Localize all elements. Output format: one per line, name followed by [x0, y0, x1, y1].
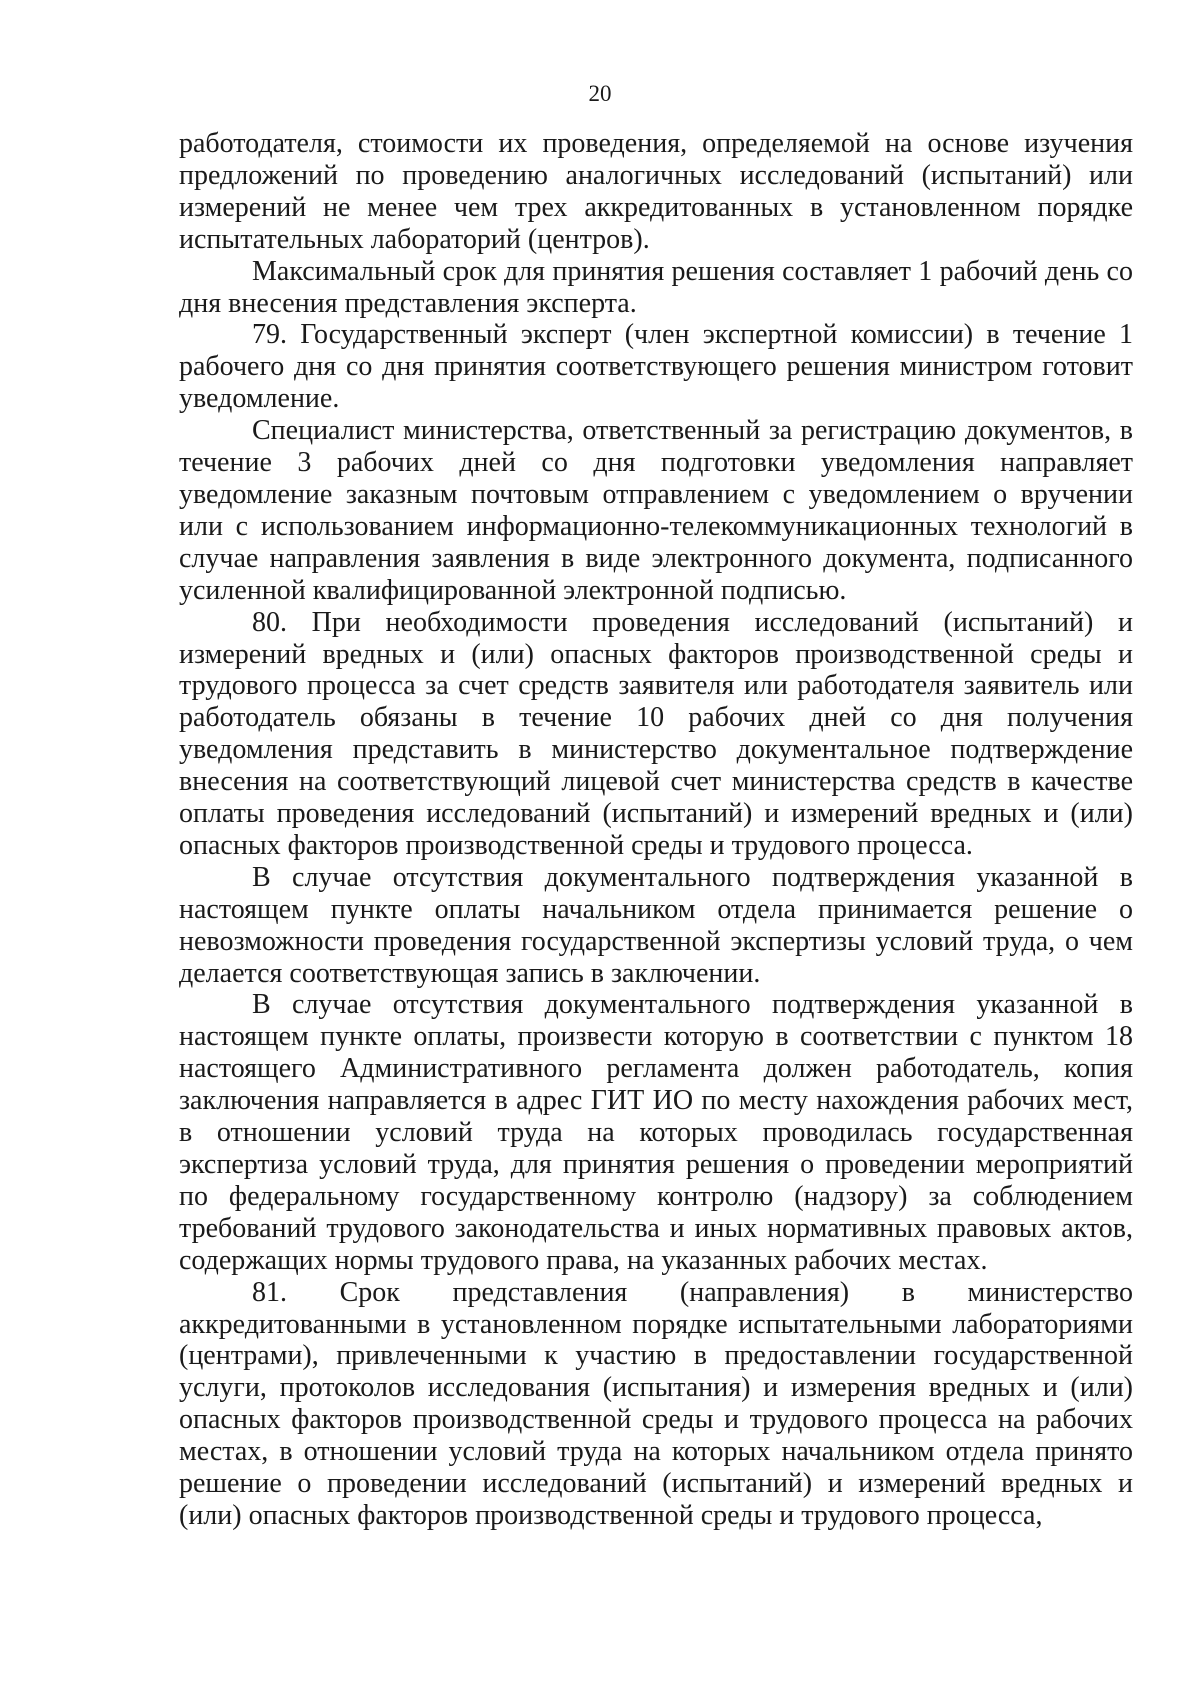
paragraph: В случае отсутствия документального подтверждения указанной в настоящем пункте оплаты, произвести которую в соответствии с пунктом 18 настоящего Административного регламента должен работодатель, копия заключения направляется в адрес ГИТ ИО по месту нахождения рабочих мест, в отношении условий труда на которых проводилась государственная экспертиза условий труда, для принятия решения о проведении мероприятий по федеральному государственному контролю (надзору) за соблюдением требований трудового законодательства и иных нормативных правовых актов, содержащих нормы трудового права, на указанных рабочих местах.: [179, 989, 1133, 1276]
paragraph: Максимальный срок для принятия решения составляет 1 рабочий день со дня внесения представления эксперта.: [179, 255, 1133, 319]
paragraph: работодателя, стоимости их проведения, определяемой на основе изучения предложений по проведению аналогичных исследований (испытаний) или измерений не менее чем трех аккредитованных в установленном порядке испытательных лабораторий (центров).: [179, 128, 1133, 255]
document-body: [179, 128, 1133, 1532]
paragraph-item-80: 80. При необходимости проведения исследований (испытаний) и измерений вредных и (или) опасных факторов производственной среды и трудового процесса за счет средств заявителя или работодателя заявитель или работодатель обязаны в течение 10 рабочих дней со дня получения уведомления представить в министерство документальное подтверждение внесения на соответствующий лицевой счет министерства средств в качестве оплаты проведения исследований (испытаний) и измерений вредных и (или) опасных факторов производственной среды и трудового процесса.: [179, 606, 1133, 861]
paragraph: Специалист министерства, ответственный за регистрацию документов, в течение 3 рабочих дней со дня подготовки уведомления направляет уведомление заказным почтовым отправлением с уведомлением о вручении или с использованием информационно-телекоммуникационных технологий в случае направления заявления в виде электронного документа, подписанного усиленной квалифицированной электронной подписью.: [179, 415, 1133, 606]
paragraph-item-79: 79. Государственный эксперт (член экспертной комиссии) в течение 1 рабочего дня со дня принятия соответствующего решения министром готовит уведомление.: [179, 319, 1133, 415]
page-number: 20: [588, 81, 612, 106]
paragraph: В случае отсутствия документального подтверждения указанной в настоящем пункте оплаты начальником отдела принимается решение о невозможности проведения государственной экспертизы условий труда, о чем делается соответствующая запись в заключении.: [179, 861, 1133, 989]
paragraph-item-81: 81. Срок представления (направления) в министерство аккредитованными в установленном порядке испытательными лабораториями (центрами), привлеченными к участию в предоставлении государственной услуги, протоколов исследования (испытания) и измерения вредных и (или) опасных факторов производственной среды и трудового процесса на рабочих местах, в отношении условий труда на которых начальником отдела принято решение о проведении исследований (испытаний) и измерений вредных и (или) опасных факторов производственной среды и трудового процесса,: [179, 1276, 1133, 1531]
